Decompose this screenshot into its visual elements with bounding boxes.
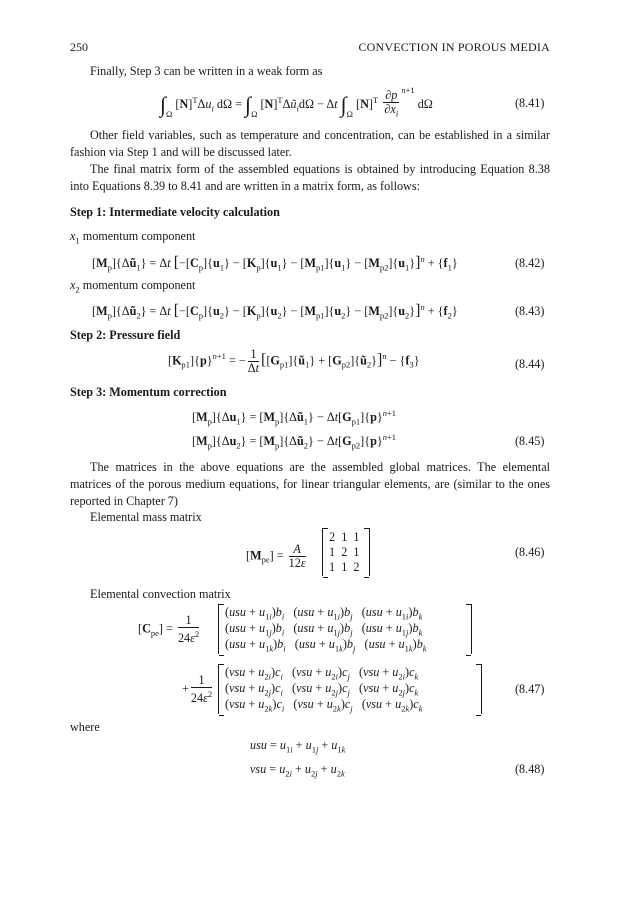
matrix-row: 1 2 1 xyxy=(329,545,360,559)
where-label: where xyxy=(70,720,100,734)
paragraph-final-matrix: The final matrix form of the assembled equations is obtained by introducing Equation 8.38 into Equations 8.39 to 8.41 and are written in a matrix form, as follows: xyxy=(70,162,550,193)
equation-8-47-plus: + $\frac{1}{24\varepsilon^2}$ xyxy=(182,673,213,706)
matrix-row: $(usu + u_{1i})b_i$ $(usu + u_{1i})b_j$ $(usu + u_{1i})b_k$ xyxy=(225,605,423,622)
matrix-row: $(usu + u_{1j})b_i$ $(usu + u_{1j})b_j$ $(usu + u_{1j})b_k$ xyxy=(225,621,423,638)
matrix-row: $(vsu + u_{2j})c_i$ $(vsu + u_{2j})c_j$ $(vsu + u_{2j})c_k$ xyxy=(225,681,419,698)
x1-label: $x_1$ momentum component xyxy=(70,229,196,246)
step3-heading: Step 3: Momentum correction xyxy=(70,385,227,399)
equation-8-45b: $[M_p]\{\Delta u_2\}$ = $[M_p]\{\Delta ũ_2\} - \Delta t[G_{p2}]\{p\}^{n+1}$ xyxy=(192,432,396,451)
running-title: CONVECTION IN POROUS MEDIA xyxy=(358,40,550,54)
step1-heading: Step 1: Intermediate velocity calculation xyxy=(70,205,280,219)
equation-8-42: $[M_p]\{\Delta ũ_1\} = \Delta t$ $[-[C_p]\{u_1\} - [K_p]\{u_1\} - [M_{p1}]\{u_1\} - [M_{p2}]\{u_1\}]^n + \{f_1\}$ xyxy=(92,254,458,273)
matrix-row: 2 1 1 xyxy=(329,530,360,544)
convection-matrix-label: Elemental convection matrix xyxy=(90,587,231,601)
page-number: 250 xyxy=(70,40,88,54)
matrix-row: $(vsu + u_{2k})c_i$ $(vsu + u_{2k})c_j$ $(vsu + u_{2k})c_k$ xyxy=(225,697,423,714)
step2-heading: Step 2: Pressure field xyxy=(70,328,181,342)
paragraph-assembled-matrices: The matrices in the above equations are the assembled global matrices. The elemental matrices of the porous medium equations, for linear triangular elements, are (similar to the ones reported in Chapter 7) xyxy=(70,460,550,508)
equation-8-45a: $[M_p]\{\Delta u_1\}$ = $[M_p]\{\Delta ũ_1\} - \Delta t[G_{p1}]\{p\}^{n+1}$ xyxy=(192,408,396,427)
equation-8-46-lhs: $[M_{pe}]$ = $\frac{A}{12\varepsilon}$ xyxy=(246,542,306,570)
convection-matrix-v xyxy=(218,664,482,714)
equation-number: (8.44) xyxy=(515,357,545,371)
mass-matrix-label: Elemental mass matrix xyxy=(90,510,202,524)
equation-number: (8.43) xyxy=(515,304,545,318)
paragraph-other-fields: Other field variables, such as temperature and concentration, can be established in a similar fashion via Step 1 and will be discussed later. xyxy=(70,128,550,159)
equation-number: (8.46) xyxy=(515,545,545,559)
equation-number: (8.48) xyxy=(515,762,545,776)
matrix-row: $(vsu + u_{2i})c_i$ $(vsu + u_{2i})c_j$ $(vsu + u_{2i})c_k$ xyxy=(225,665,419,682)
equation-8-48a: usu = $u_{1i} + u_{1j} + u_{1k}$ xyxy=(250,738,346,755)
equation-8-41: $\int_\Omega$ $[N]^T\Delta u_i$ $d\Omega = \int_\Omega$ $[N]^T\Delta ũ_id\Omega - \Delta t$ $\int_\Omega$ $[N]^T$ $\frac{\partial p}{\partial x_i}$ $^{n+1}$ dΩ xyxy=(160,84,433,120)
x2-label-text: momentum component xyxy=(82,278,196,292)
paragraph-step3-intro: Finally, Step 3 can be written in a weak form as xyxy=(90,64,323,78)
equation-8-44: $[K_{p1}]\{p\}^{n+1}$ = − $\frac{1}{\Delta t}$ [$[G_{p1}]\{ũ_1\}$ + $[G_{p2}]\{ũ_2\}]^n - \{f_3\}$ xyxy=(168,347,420,375)
equation-number: (8.41) xyxy=(515,96,545,110)
equation-8-47-lhs: $[C_{pe}]$ = $\frac{1}{24\varepsilon^2}$ xyxy=(138,613,200,646)
equation-number: (8.47) xyxy=(515,682,545,696)
equation-8-43: $[M_p]\{\Delta ũ_2\} = \Delta t$ $[-[C_p]\{u_2\} - [K_p]\{u_2\} - [M_{p1}]\{u_2\} - [M_{p2}]\{u_2\}]^n + \{f_2\}$ xyxy=(92,302,458,321)
equation-8-48b: vsu = $u_{2i} + u_{2j} + u_{2k}$ xyxy=(250,762,345,779)
x1-label-text: momentum component xyxy=(82,229,196,243)
equation-number: (8.42) xyxy=(515,256,545,270)
convection-matrix-u xyxy=(218,604,472,654)
equation-number: (8.45) xyxy=(515,434,545,448)
matrix-row: 1 1 2 xyxy=(329,560,360,574)
matrix-row: $(usu + u_{1k})b_i$ $(usu + u_{1k})b_j$ $(usu + u_{1k})b_k$ xyxy=(225,637,427,654)
mass-matrix xyxy=(322,528,370,576)
x2-label: $x_2$ momentum component xyxy=(70,278,196,295)
